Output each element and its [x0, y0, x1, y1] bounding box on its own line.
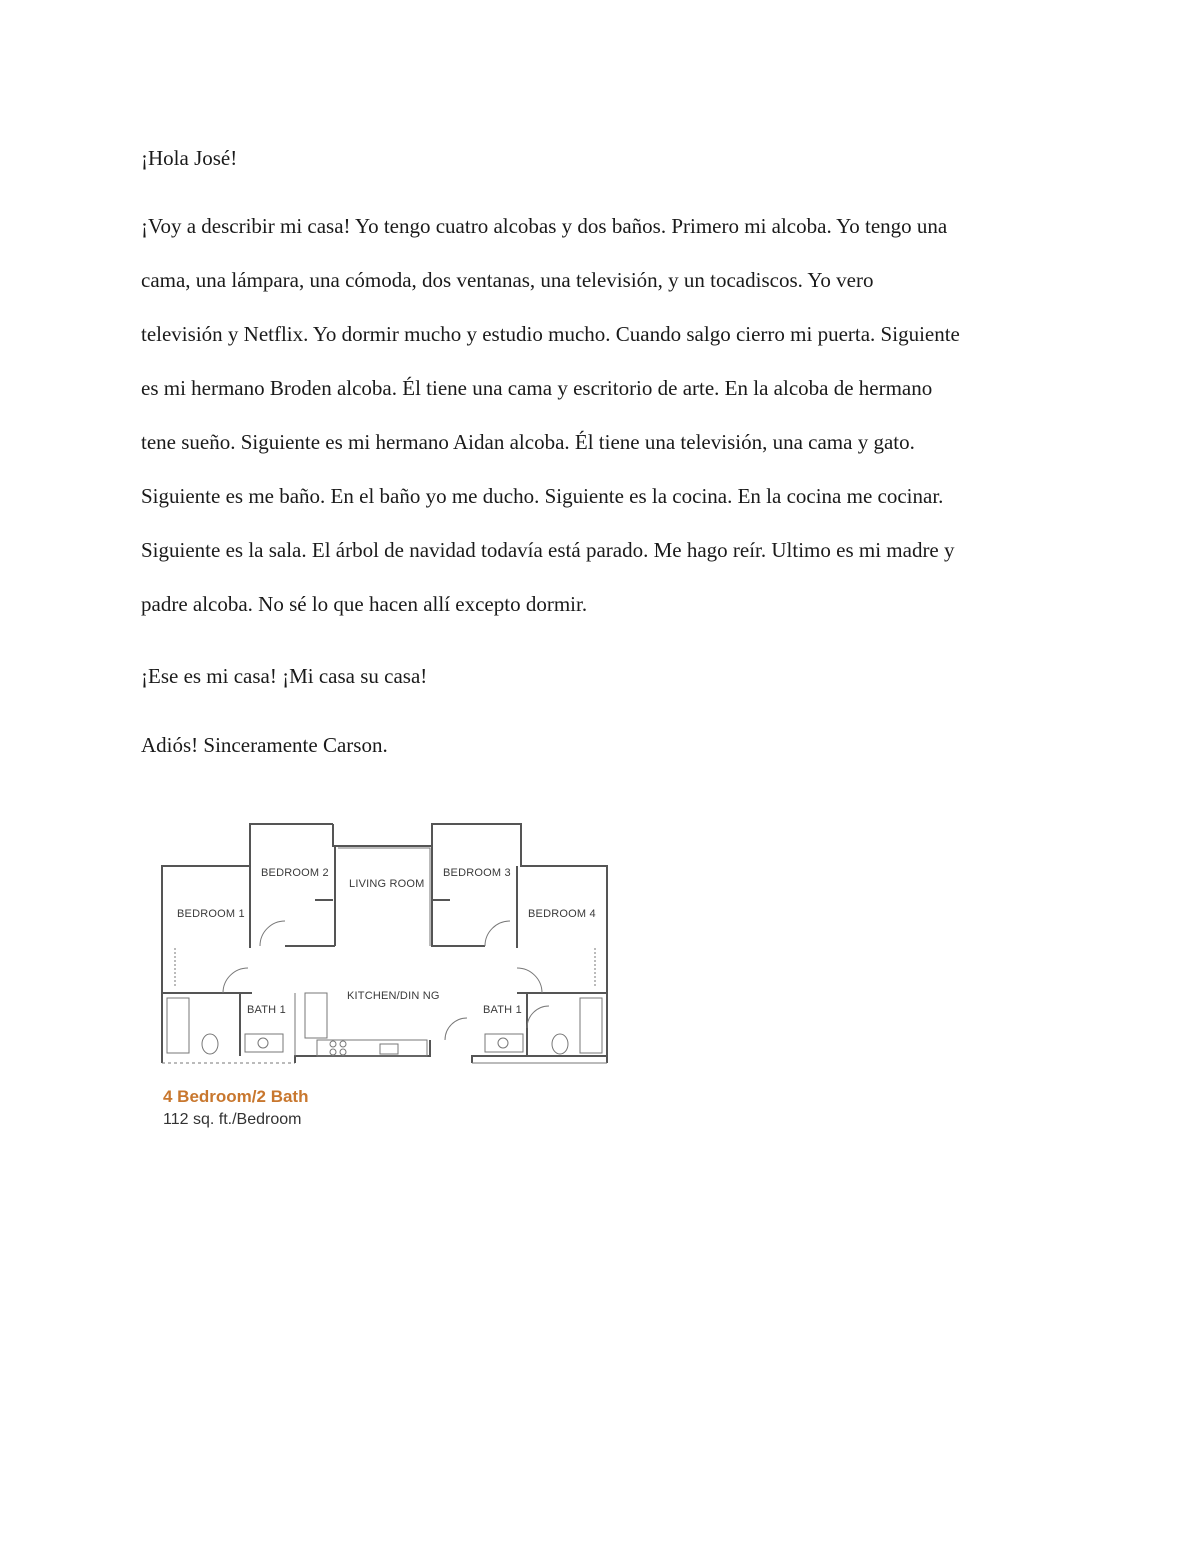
room-label-bath-right: BATH 1 [483, 1004, 522, 1016]
letter-body-line: es mi hermano Broden alcoba. Él tiene una cama y escritorio de arte. En la alcoba de hermano [141, 376, 933, 400]
letter-greeting: ¡Hola José! [141, 146, 238, 170]
letter-body-line: tene sueño. Siguiente es mi hermano Aidan alcoba. Él tiene una televisión, una cama y gato. [141, 430, 915, 454]
room-label-bedroom-4: BEDROOM 4 [528, 908, 596, 920]
room-label-bath-left: BATH 1 [247, 1004, 286, 1016]
room-label-bedroom-3: BEDROOM 3 [443, 867, 511, 879]
room-label-living-room: LIVING ROOM [349, 878, 425, 890]
floor-plan-walls [162, 824, 607, 1063]
letter-closing: ¡Ese es mi casa! ¡Mi casa su casa! [141, 664, 428, 688]
letter-body-line: padre alcoba. No sé lo que hacen allí excepto dormir. [141, 592, 588, 616]
room-label-bedroom-1: BEDROOM 1 [177, 908, 245, 920]
letter-body-line: televisión y Netflix. Yo dormir mucho y estudio mucho. Cuando salgo cierro mi puerta. Siguiente [141, 322, 960, 346]
room-label-bedroom-2: BEDROOM 2 [261, 867, 329, 879]
letter-body-line: ¡Voy a describir mi casa! Yo tengo cuatro alcobas y dos baños. Primero mi alcoba. Yo tengo una [141, 214, 948, 238]
letter-body-line: cama, una lámpara, una cómoda, dos ventanas, una televisión, y un tocadiscos. Yo vero [141, 268, 874, 292]
letter-body-line: Siguiente es la sala. El árbol de navidad todavía está parado. Me hago reír. Ultimo es mi madre y [141, 538, 955, 562]
letter-signature: Adiós! Sinceramente Carson. [141, 733, 388, 757]
floor-plan-caption-subtitle: 112 sq. ft./Bedroom [163, 1111, 302, 1128]
floor-plan-caption-title: 4 Bedroom/2 Bath [163, 1087, 309, 1106]
room-label-kitchen: KITCHEN/DIN NG [347, 990, 440, 1002]
floor-plan-doors [223, 921, 549, 1040]
letter-body-line: Siguiente es me baño. En el baño yo me ducho. Siguiente es la cocina. En la cocina me cocinar. [141, 484, 944, 508]
floor-plan-image [155, 818, 615, 1066]
